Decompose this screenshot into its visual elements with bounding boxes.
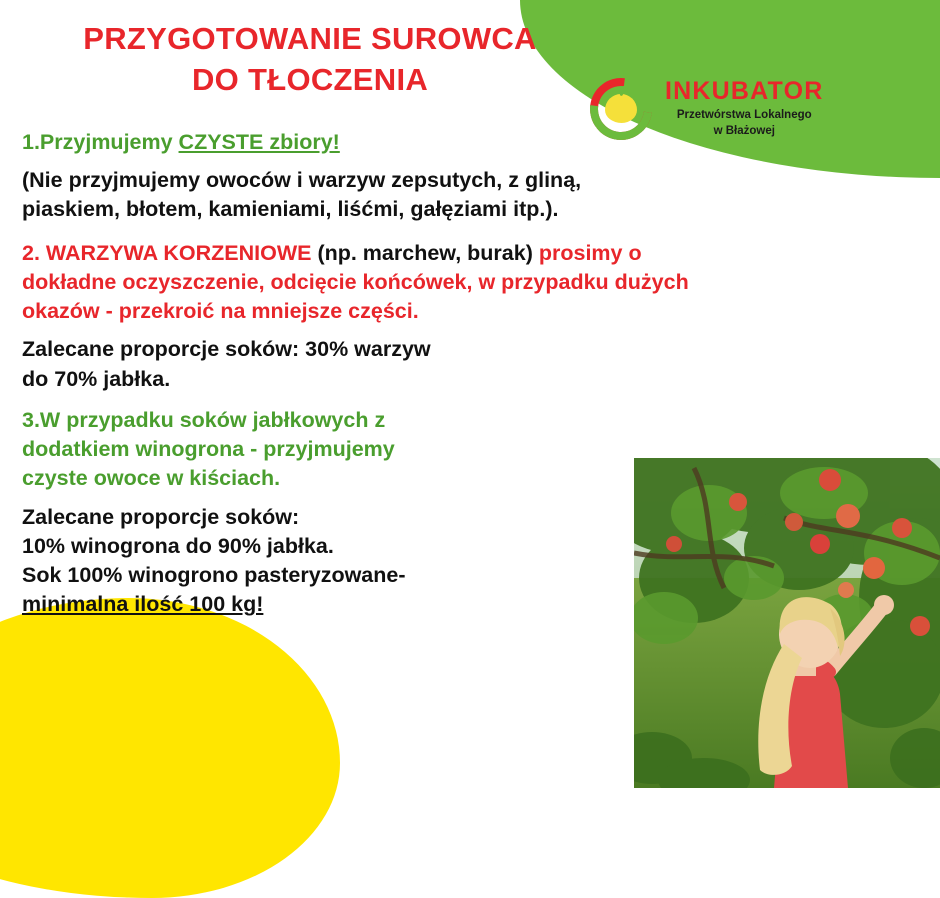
section-2-lead-red: 2. WARZYWA KORZENIOWE bbox=[22, 240, 318, 265]
section-2-line-2: dokładne oczyszczenie, odcięcie końcówek, w przypadku dużych bbox=[22, 269, 689, 294]
section-3-dark-line-2: 10% winogrona do 90% jabłka. bbox=[22, 533, 334, 558]
section-3 bbox=[22, 406, 622, 620]
brand-logo bbox=[590, 66, 920, 152]
page-title bbox=[30, 18, 590, 100]
logo-name: INKUBATOR bbox=[665, 76, 824, 105]
section-1-note-line-1: (Nie przyjmujemy owoców i warzyw zepsutych, z gliną, bbox=[22, 168, 582, 193]
logo-text-block bbox=[665, 76, 824, 139]
section-2-lead-red-2: prosimy o bbox=[538, 240, 642, 265]
section-3-dark-line-4: minimalna ilość 100 kg! bbox=[22, 592, 264, 617]
section-2 bbox=[22, 239, 927, 394]
section-1-note-line-2: piaskiem, błotem, kamieniami, liśćmi, gałęziami itp.). bbox=[22, 197, 559, 222]
section-3-green-line-2: dodatkiem winogrona - przyjmujemy bbox=[22, 437, 395, 462]
section-3-green-line-1: 3.W przypadku soków jabłkowych z bbox=[22, 407, 386, 432]
section-3-dark-line-1: Zalecane proporcje soków: bbox=[22, 504, 300, 529]
section-2-lead-dark: (np. marchew, burak) bbox=[317, 240, 539, 265]
section-3-dark-line-3: Sok 100% winogrono pasteryzowane- bbox=[22, 563, 406, 588]
section-2-line-3: okazów - przekroić na mniejsze części. bbox=[22, 299, 419, 324]
logo-subtitle-line-2: w Błażowej bbox=[713, 124, 775, 137]
page-title-line-2: DO TŁOCZENIA bbox=[191, 62, 429, 98]
section-2-lead bbox=[22, 239, 927, 268]
girl-picking-apples-photo bbox=[634, 458, 940, 788]
section-2-proportions-line-1: Zalecane proporcje soków: 30% warzyw bbox=[22, 337, 431, 362]
section-3-green-line-3: czyste owoce w kiściach. bbox=[22, 466, 281, 491]
section-1-heading-underlined: CZYSTE zbiory! bbox=[178, 130, 340, 154]
section-1-heading-prefix: 1.Przyjmujemy bbox=[22, 130, 179, 154]
apple-in-circle-icon bbox=[590, 76, 656, 142]
page-title-line-1: PRZYGOTOWANIE SUROWCA bbox=[83, 21, 537, 56]
logo-subtitle-line-1: Przetwórstwa Lokalnego bbox=[676, 108, 812, 121]
section-2-proportions-line-2: do 70% jabłka. bbox=[22, 366, 171, 391]
